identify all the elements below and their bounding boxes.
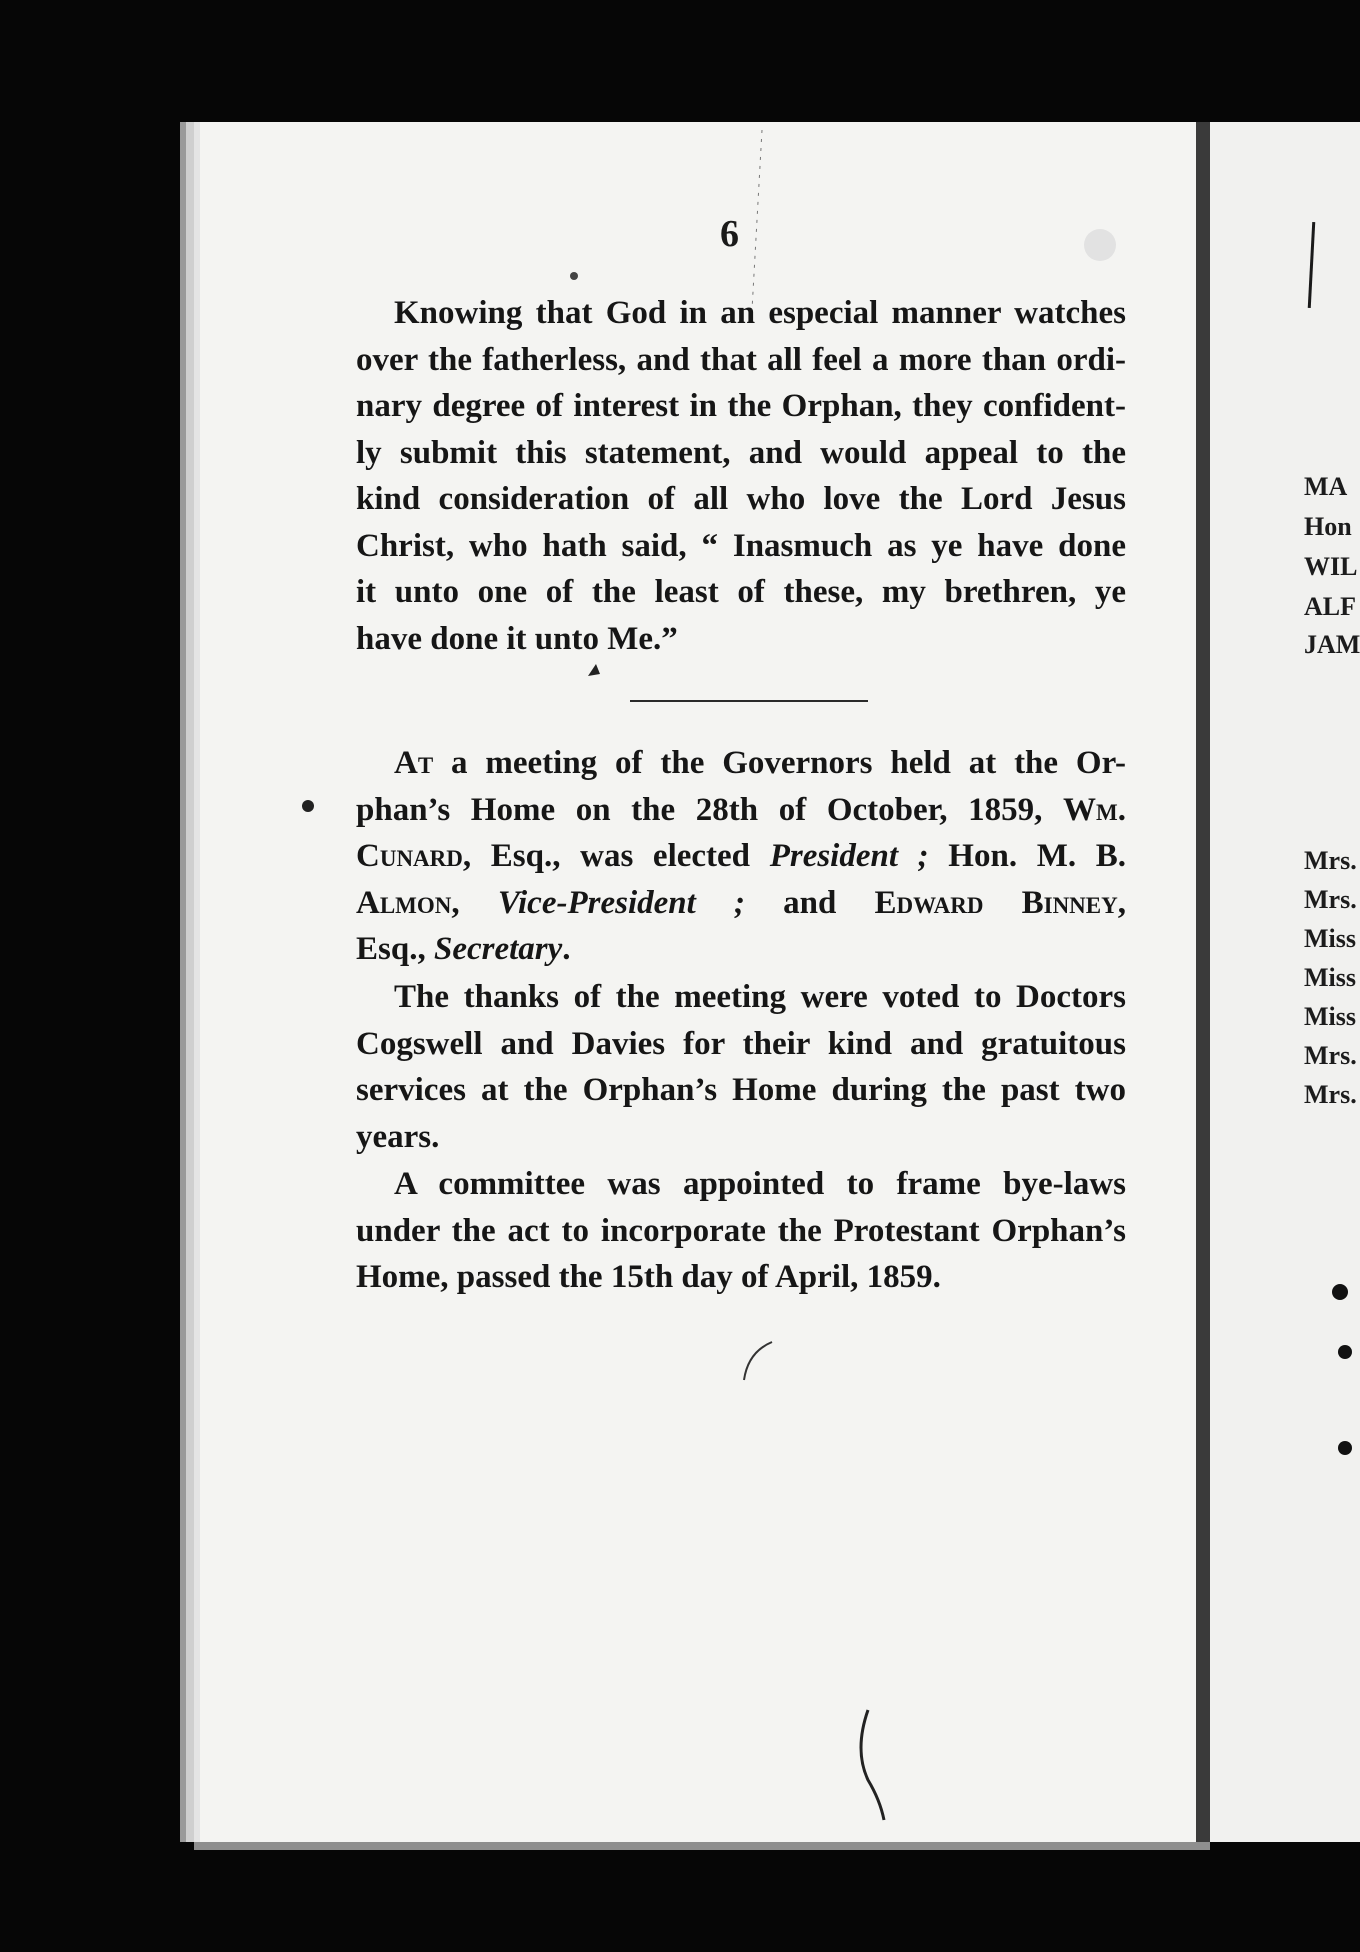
small-caps-word: Wm. — [1063, 791, 1126, 828]
text-line: it unto one of the least of these, my brethren, ye — [356, 574, 1126, 610]
text-run: Hon. M. B. — [928, 838, 1127, 874]
paragraph-meeting-governors — [356, 740, 1126, 973]
text-run: a meeting of the Governors held at the Or- — [433, 745, 1126, 781]
page-number: 6 — [720, 213, 739, 255]
right-page-fragment: Hon — [1304, 512, 1352, 541]
text-line: Home, passed the 15th day of April, 1859. — [356, 1259, 941, 1295]
right-page-fragment: Mrs. — [1304, 885, 1357, 914]
text-line: Cogswell and Davies for their kind and gratuitous — [356, 1025, 1126, 1062]
text-run: Esq., — [356, 931, 434, 967]
right-page-fragment: MA — [1304, 472, 1348, 501]
italic-title: Secretary — [433, 931, 563, 967]
right-page-fragment: JAM — [1304, 630, 1360, 659]
text-line: years. — [356, 1118, 440, 1155]
text-run: , — [1117, 884, 1126, 921]
right-page-fragment: Mrs. — [1304, 1080, 1357, 1109]
text-line: Christ, who hath said, “ Inasmuch as ye have done — [356, 527, 1126, 564]
text-line: Knowing that God in an especial manner watches — [394, 295, 1126, 331]
italic-title: Vice-President ; — [497, 884, 745, 921]
text-line: The thanks of the meeting were voted to Doctors — [394, 979, 1126, 1015]
right-page-fragment: Mrs. — [1304, 846, 1357, 875]
small-caps-name: Cunard — [356, 838, 463, 874]
text-line: ly submit this statement, and would appeal to the — [356, 434, 1126, 471]
text-line — [356, 926, 1126, 973]
text-run: . — [562, 931, 571, 967]
text-line — [356, 833, 1126, 880]
paragraph-orphan-appeal — [356, 290, 1126, 662]
text-line: kind consideration of all who love the Lord Jesus — [356, 481, 1126, 517]
text-line: nary degree of interest in the Orphan, they confident- — [356, 388, 1126, 424]
right-page-fragment: Miss — [1304, 924, 1356, 953]
small-caps-word: At — [394, 745, 434, 781]
text-line — [356, 740, 1126, 787]
page-bottom-edge — [194, 1842, 1210, 1850]
italic-title: President ; — [769, 838, 929, 874]
right-page-fragment: Miss — [1304, 963, 1356, 992]
text-line: have done it unto Me.” — [356, 620, 678, 657]
paragraph-committee-bye-laws — [356, 1161, 1126, 1301]
text-run: and — [744, 884, 875, 921]
page-edge — [180, 122, 186, 1842]
text-line: under the act to incorporate the Protestant Orphan’s — [356, 1212, 1126, 1249]
text-run: phan’s Home on the 28th of October, 1859, — [356, 791, 1064, 828]
text-line: services at the Orphan’s Home during the past two — [356, 1072, 1126, 1108]
text-line: A committee was appointed to frame bye-laws — [394, 1166, 1126, 1202]
right-page-fragment: Mrs. — [1304, 1041, 1357, 1070]
text-line: over the fatherless, and that all feel a more than ordi- — [356, 341, 1126, 378]
small-caps-name: Edward Binney — [874, 884, 1118, 921]
small-caps-name: Almon — [356, 884, 452, 921]
right-page-fragment: Miss — [1304, 1002, 1356, 1031]
book-gutter — [1196, 122, 1210, 1842]
right-page-fragment: WIL — [1304, 552, 1358, 581]
text-run: , — [451, 884, 498, 921]
text-line — [356, 880, 1126, 927]
paragraph-thanks-doctors — [356, 974, 1126, 1160]
right-page-fragment: ALF — [1304, 592, 1356, 621]
section-divider-rule — [630, 700, 868, 702]
text-line — [356, 787, 1126, 834]
text-run: , Esq., was elected — [462, 838, 770, 874]
